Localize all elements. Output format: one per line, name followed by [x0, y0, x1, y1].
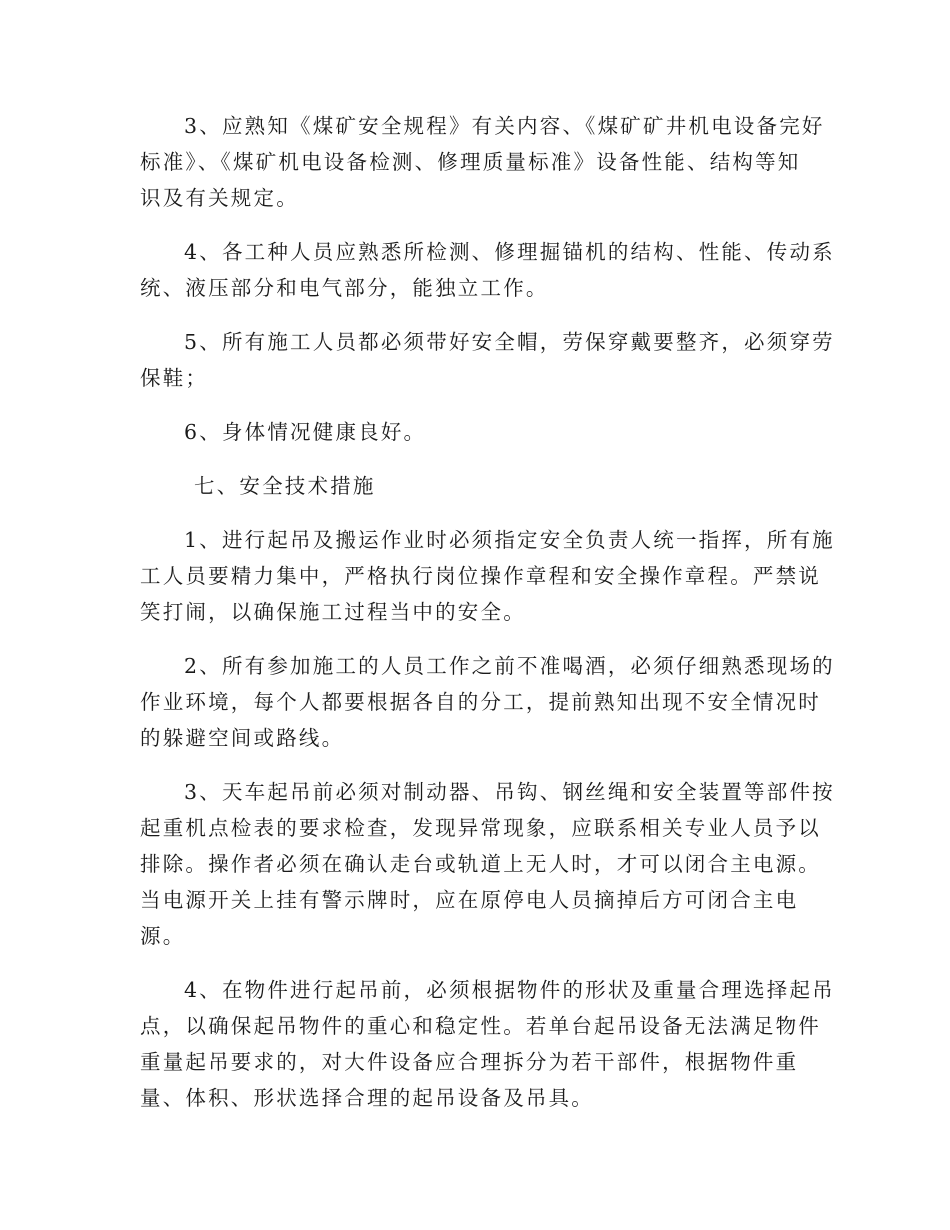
text-line: 量、体积、形状选择合理的起吊设备及吊具。 [140, 1086, 594, 1110]
text-line: 3、应熟知《煤矿安全规程》有关内容、《煤矿矿井机电设备完好 [184, 114, 825, 138]
section-heading-text: 七、安全技术措施 [194, 474, 376, 498]
paragraph-measure-4 [140, 972, 835, 1116]
text-line: 保鞋； [140, 366, 209, 390]
text-line: 当电源开关上挂有警示牌时，应在原停电人员摘掉后方可闭合主电 [140, 888, 799, 912]
paragraph-measure-2 [140, 648, 835, 756]
text-line: 笑打闹，以确保施工过程当中的安全。 [140, 600, 526, 624]
text-line: 点，以确保起吊物件的重心和稳定性。若单台起吊设备无法满足物件 [140, 1014, 821, 1038]
text-line: 起重机点检表的要求检查，发现异常现象，应联系相关专业人员予以 [140, 816, 821, 840]
text-line: 排除。操作者必须在确认走台或轨道上无人时，才可以闭合主电源。 [140, 852, 821, 876]
text-line: 4、在物件进行起吊前，必须根据物件的形状及重量合理选择起吊 [184, 978, 835, 1002]
paragraph-item-6-health [140, 414, 810, 450]
text-line: 作业环境，每个人都要根据各自的分工，提前熟知出现不安全情况时 [140, 690, 821, 714]
text-line: 重量起吊要求的，对大件设备应合理拆分为若干部件，根据物件重 [140, 1050, 799, 1074]
text-line: 源。 [140, 924, 186, 948]
text-line: 标准》、《煤矿机电设备检测、修理质量标准》设备性能、结构等知 [140, 150, 801, 174]
text-line: 工人员要精力集中，严格执行岗位操作章程和安全操作章程。严禁说 [140, 564, 821, 588]
section-heading [140, 468, 810, 504]
text-line: 6、身体情况健康良好。 [184, 420, 427, 444]
paragraph-measure-1 [140, 522, 835, 630]
text-line: 2、所有参加施工的人员工作之前不准喝酒，必须仔细熟悉现场的 [184, 654, 835, 678]
text-line: 统、液压部分和电气部分，能独立工作。 [140, 276, 549, 300]
paragraph-measure-3 [140, 774, 835, 954]
text-line: 1、进行起吊及搬运作业时必须指定安全负责人统一指挥，所有施 [184, 528, 835, 552]
paragraph-item-5-safety-gear [140, 324, 835, 396]
text-line: 4、各工种人员应熟悉所检测、修理掘锚机的结构、性能、传动系 [184, 240, 835, 264]
text-line: 的躲避空间或路线。 [140, 726, 345, 750]
paragraph-item-3-regulations [140, 108, 825, 216]
paragraph-item-4-workers [140, 234, 835, 306]
text-line: 识及有关规定。 [140, 186, 299, 210]
text-line: 3、天车起吊前必须对制动器、吊钩、钢丝绳和安全装置等部件按 [184, 780, 835, 804]
text-line: 5、所有施工人员都必须带好安全帽，劳保穿戴要整齐，必须穿劳 [184, 330, 835, 354]
